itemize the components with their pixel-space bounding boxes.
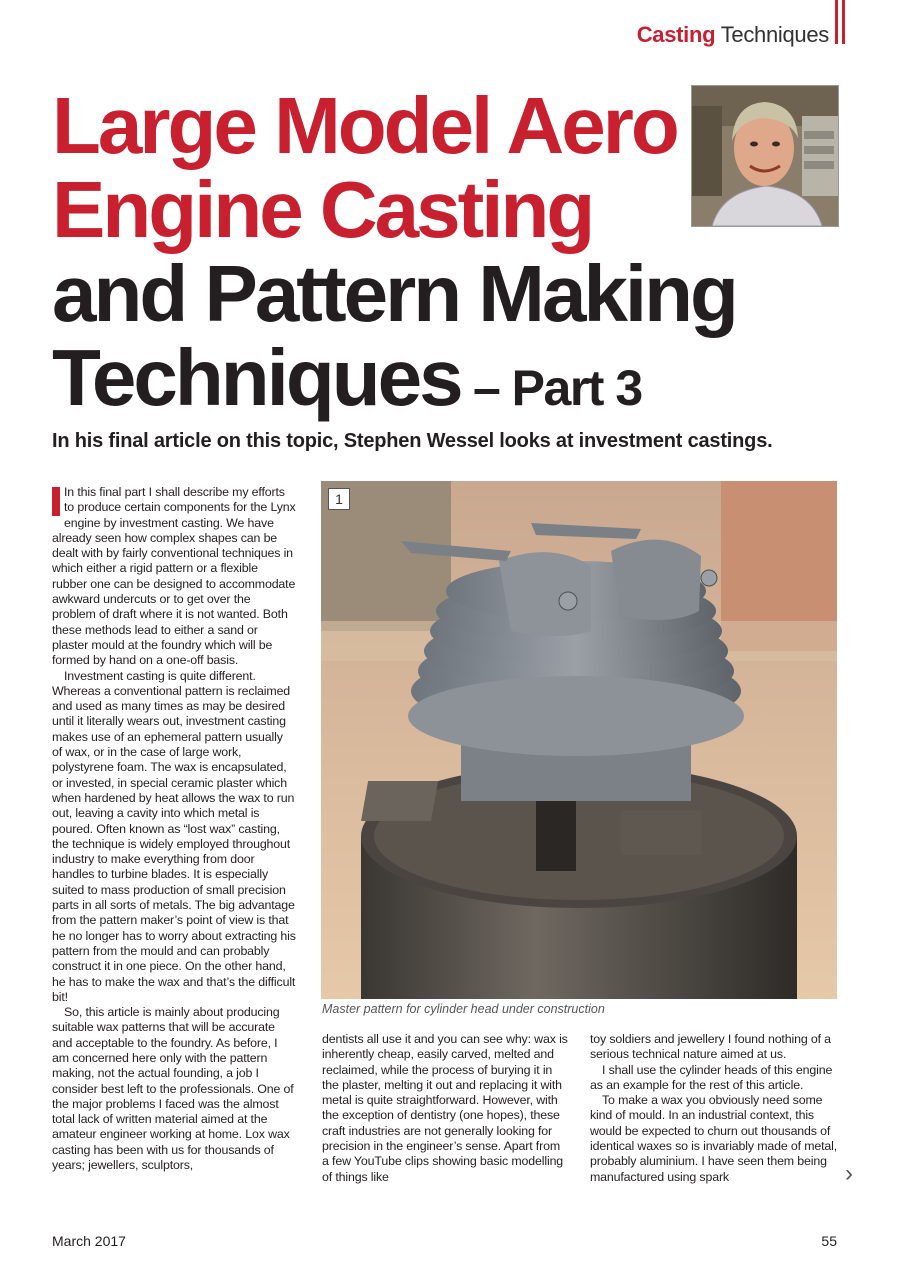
- section-tag: [637, 20, 829, 50]
- section-tag-bars: [835, 0, 847, 44]
- title-line-1: Large Model Aero: [52, 81, 677, 170]
- page-number: 55: [821, 1233, 837, 1249]
- paragraph: toy soldiers and jewellery I found nothing of a serious technical nature aimed at us.: [590, 1032, 831, 1062]
- paragraph: dentists all use it and you can see why: wax is inherently cheap, easily carved, melted and reclaimed, while the process of burying it in the plaster, melting it out and replacing it with metal is quite straightforward. However, with the exception of dentistry (one hopes), these craft industries are not generally looking for precision in the engineer’s sense. Apart from a few YouTube clips showing basic modelling of things like: [322, 1032, 568, 1184]
- title-line-4: [52, 333, 772, 430]
- article-title: [52, 81, 772, 430]
- title-line-2: Engine Casting: [52, 165, 593, 254]
- section-tag-light: Techniques: [720, 22, 829, 47]
- figure-photo: [321, 481, 837, 999]
- continue-arrow-icon[interactable]: ›: [845, 1160, 853, 1187]
- section-tag-strong: Casting: [636, 22, 716, 47]
- body-column-1: [52, 485, 296, 1173]
- body-column-2: [322, 1032, 568, 1185]
- paragraph: To make a wax you obviously need some kind of mould. In an industrial context, this would be expected to churn out thousands of identical waxes so is invariably made of metal, probably aluminium. I have seen them being manufactured using spark: [590, 1093, 838, 1184]
- footer-date: March 2017: [52, 1233, 126, 1249]
- author-photo: [691, 85, 839, 227]
- title-line-4-text: Techniques: [52, 333, 461, 422]
- title-part-number: – Part 3: [460, 360, 642, 416]
- paragraph: So, this article is mainly about producing suitable wax patterns that will be accurate and acceptable to the foundry. As before, I am concerned here only with the pattern making, not the actual founding, a job I consider best left to the professionals. One of the major problems I faced was the almost total lack of written material aimed at the amateur engineer working at home. Lox wax casting has been with us for thousands of years; jewellers, sculptors,: [52, 1005, 294, 1173]
- standfirst: In his final article on this topic, Stephen Wessel looks at investment castings.: [52, 430, 773, 452]
- figure-number: 1: [328, 488, 350, 510]
- paragraph: Investment casting is quite different. Whereas a conventional pattern is reclaimed and used as many times as may be desired until it literally wears out, investment casting makes use of an ephemeral pattern usually of wax, or in the case of large work, polystyrene foam. The wax is encapsulated, or invested, in special ceramic plaster which when hardened by heat allows the wax to run out, leaving a cavity into which metal is poured. Often known as “lost wax” casting, the technique is widely employed throughout industry to make everything from door handles to turbine blades. It is especially suited to mass production of small precision parts in all sorts of metals. The big advantage from the pattern maker’s point of view is that he no longer has to worry about extracting his pattern from the mould and can probably construct it in one piece. On the other hand, he has to make the wax and that’s the difficult bit!: [52, 668, 296, 1004]
- title-line-3: and Pattern Making: [52, 249, 736, 338]
- paragraph: I shall use the cylinder heads of this engine as an example for the rest of this article.: [590, 1062, 833, 1092]
- figure-caption: Master pattern for cylinder head under construction: [322, 1002, 605, 1016]
- body-column-3: [590, 1032, 838, 1185]
- paragraph: In this final part I shall describe my efforts to produce certain components for the Lynx engine by investment casting. We have already seen how complex shapes can be dealt with by fairly conventional techniques in which either a rigid pattern or a flexible rubber one can be designed to accommodate awkward undercuts or to get over the problem of draft where it is not wanted. Both these methods lead to either a sand or plaster mould at the foundry which will be formed by hand on a one-off basis.: [52, 485, 296, 668]
- drop-cap: [52, 487, 60, 516]
